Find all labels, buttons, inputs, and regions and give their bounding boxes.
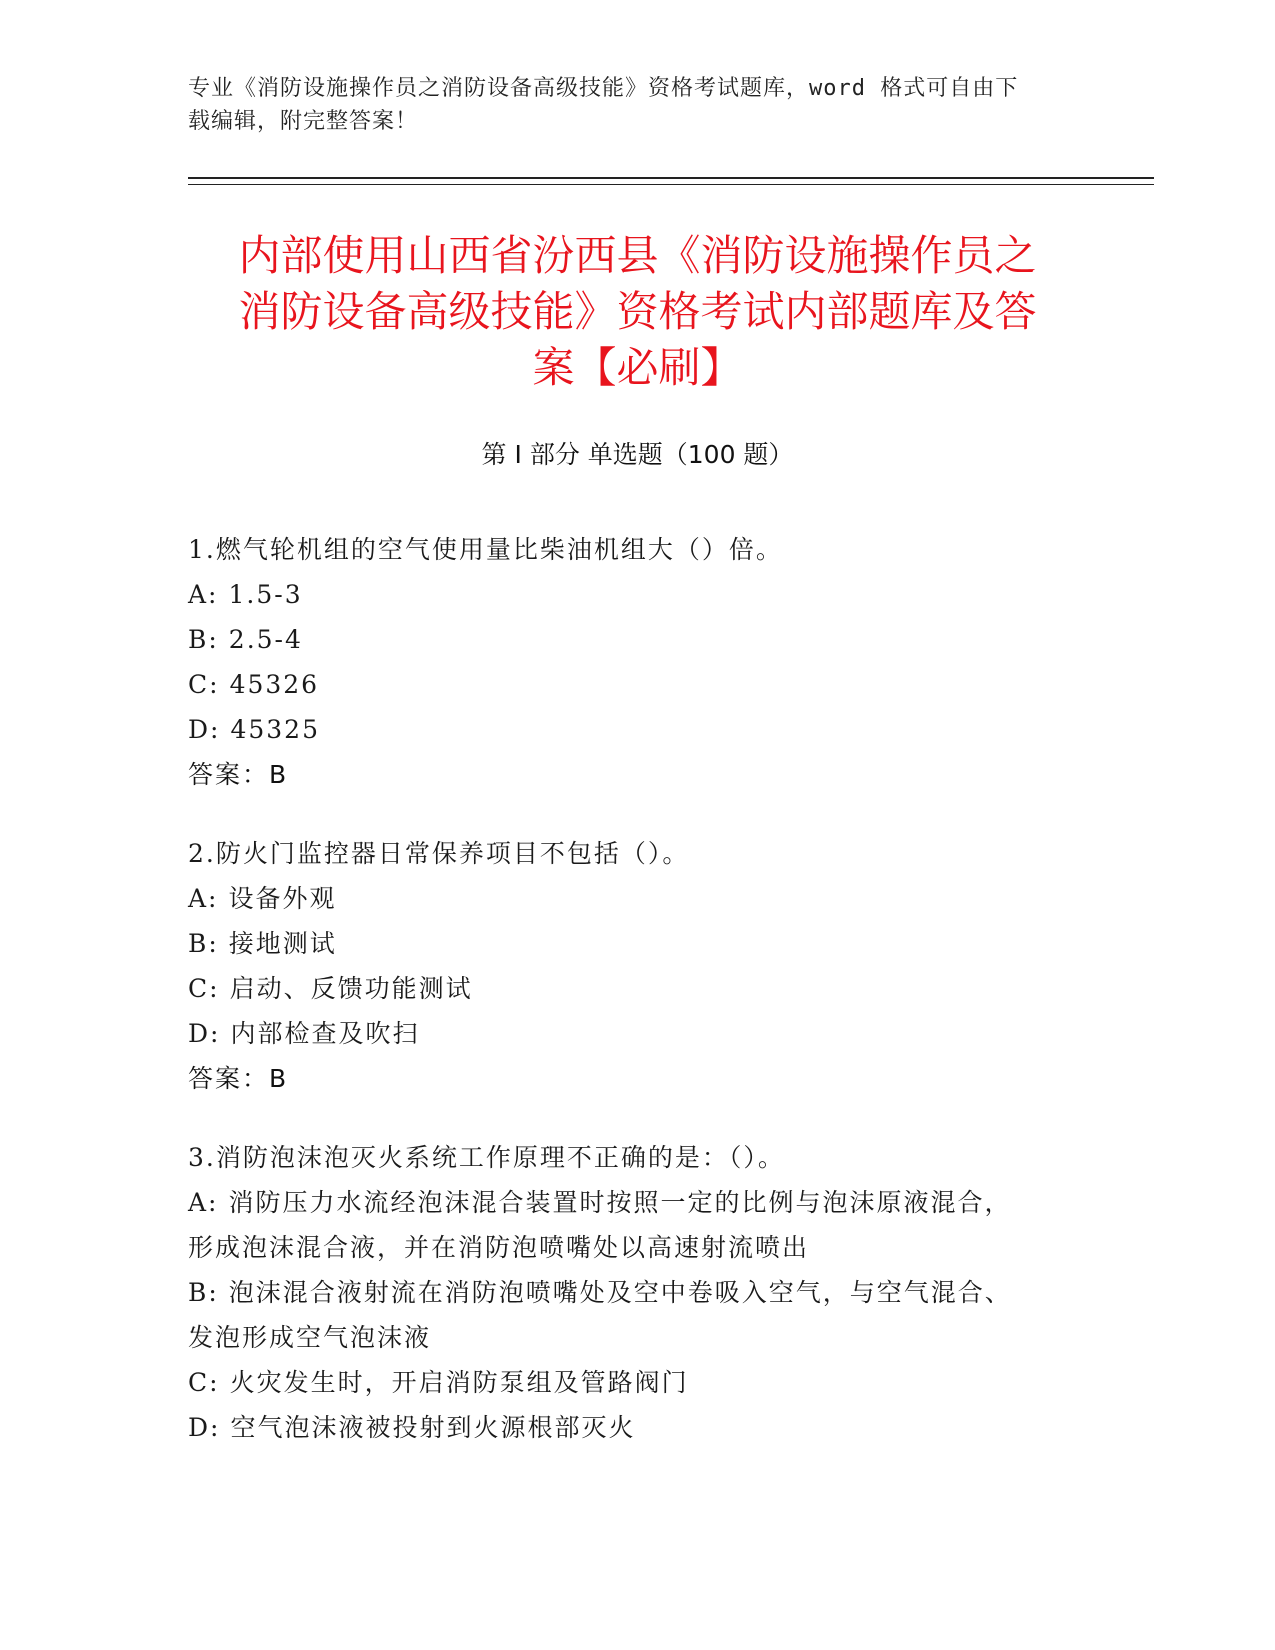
option-label: D:	[188, 715, 221, 744]
option-text: 启动、反馈功能测试	[229, 974, 473, 1003]
option-label: B:	[188, 1278, 219, 1307]
option-text: 空气泡沫液被投射到火源根部灭火	[230, 1413, 636, 1442]
question-list	[188, 527, 1088, 1484]
option-label: B:	[188, 625, 219, 654]
option-d	[188, 1011, 1088, 1056]
document-header	[188, 72, 1068, 138]
answer: 答案：B	[188, 1064, 289, 1093]
option-label: C:	[188, 974, 220, 1003]
option-text: 泡沫混合液射流在消防泡喷嘴处及空中卷吸入空气，与空气混合、	[228, 1278, 1012, 1307]
option-label: C:	[188, 1368, 220, 1397]
header-line-2: 载编辑，附完整答案！	[188, 109, 419, 134]
section-heading: 第 I 部分 单选题（100 题）	[481, 440, 794, 469]
option-text: 45326	[229, 670, 320, 699]
option-label: C:	[188, 670, 220, 699]
title-line-2: 消防设备高级技能》资格考试内部题库及答	[238, 287, 1037, 336]
option-text: 设备外观	[228, 884, 337, 913]
title-line-1: 内部使用山西省汾西县《消防设施操作员之	[238, 231, 1037, 280]
title-line-3: 案【必刷】	[532, 343, 743, 392]
option-d	[188, 1405, 1088, 1450]
option-text: 火灾发生时，开启消防泵组及管路阀门	[229, 1368, 689, 1397]
document-title	[150, 228, 1125, 396]
option-text: 接地测试	[228, 929, 337, 958]
option-text: 45325	[230, 715, 320, 744]
answer: 答案：B	[188, 760, 289, 789]
option-label: A:	[188, 580, 219, 609]
option-a	[188, 572, 1088, 617]
option-b	[188, 617, 1088, 662]
option-d	[188, 707, 1088, 752]
question-1	[188, 527, 1088, 797]
question-3	[188, 1135, 1088, 1450]
option-label: D:	[188, 1413, 221, 1442]
option-c	[188, 966, 1088, 1011]
question-2	[188, 831, 1088, 1101]
question-stem: 2.防火门监控器日常保养项目不包括（）。	[188, 839, 690, 868]
option-b	[188, 1270, 1088, 1315]
option-a-continuation: 形成泡沫混合液，并在消防泡喷嘴处以高速射流喷出	[188, 1233, 810, 1262]
header-divider-thick	[188, 177, 1154, 179]
option-c	[188, 662, 1088, 707]
header-line-1: 专业《消防设施操作员之消防设备高级技能》资格考试题库，word 格式可自由下	[188, 76, 1019, 101]
option-a	[188, 1180, 1088, 1225]
option-label: A:	[188, 1188, 219, 1217]
option-text: 1.5-3	[228, 580, 303, 609]
header-divider-thin	[188, 184, 1154, 185]
question-stem: 1.燃气轮机组的空气使用量比柴油机组大（）倍。	[188, 535, 783, 564]
question-stem: 3.消防泡沫泡灭火系统工作原理不正确的是：（）。	[188, 1143, 785, 1172]
option-text: 内部检查及吹扫	[230, 1019, 420, 1048]
option-a	[188, 876, 1088, 921]
option-label: B:	[188, 929, 219, 958]
option-text: 2.5-4	[228, 625, 303, 654]
option-label: A:	[188, 884, 219, 913]
option-label: D:	[188, 1019, 221, 1048]
option-b	[188, 921, 1088, 966]
option-b-continuation: 发泡形成空气泡沫液	[188, 1323, 432, 1352]
option-c	[188, 1360, 1088, 1405]
option-text: 消防压力水流经泡沫混合装置时按照一定的比例与泡沫原液混合，	[228, 1188, 1012, 1217]
